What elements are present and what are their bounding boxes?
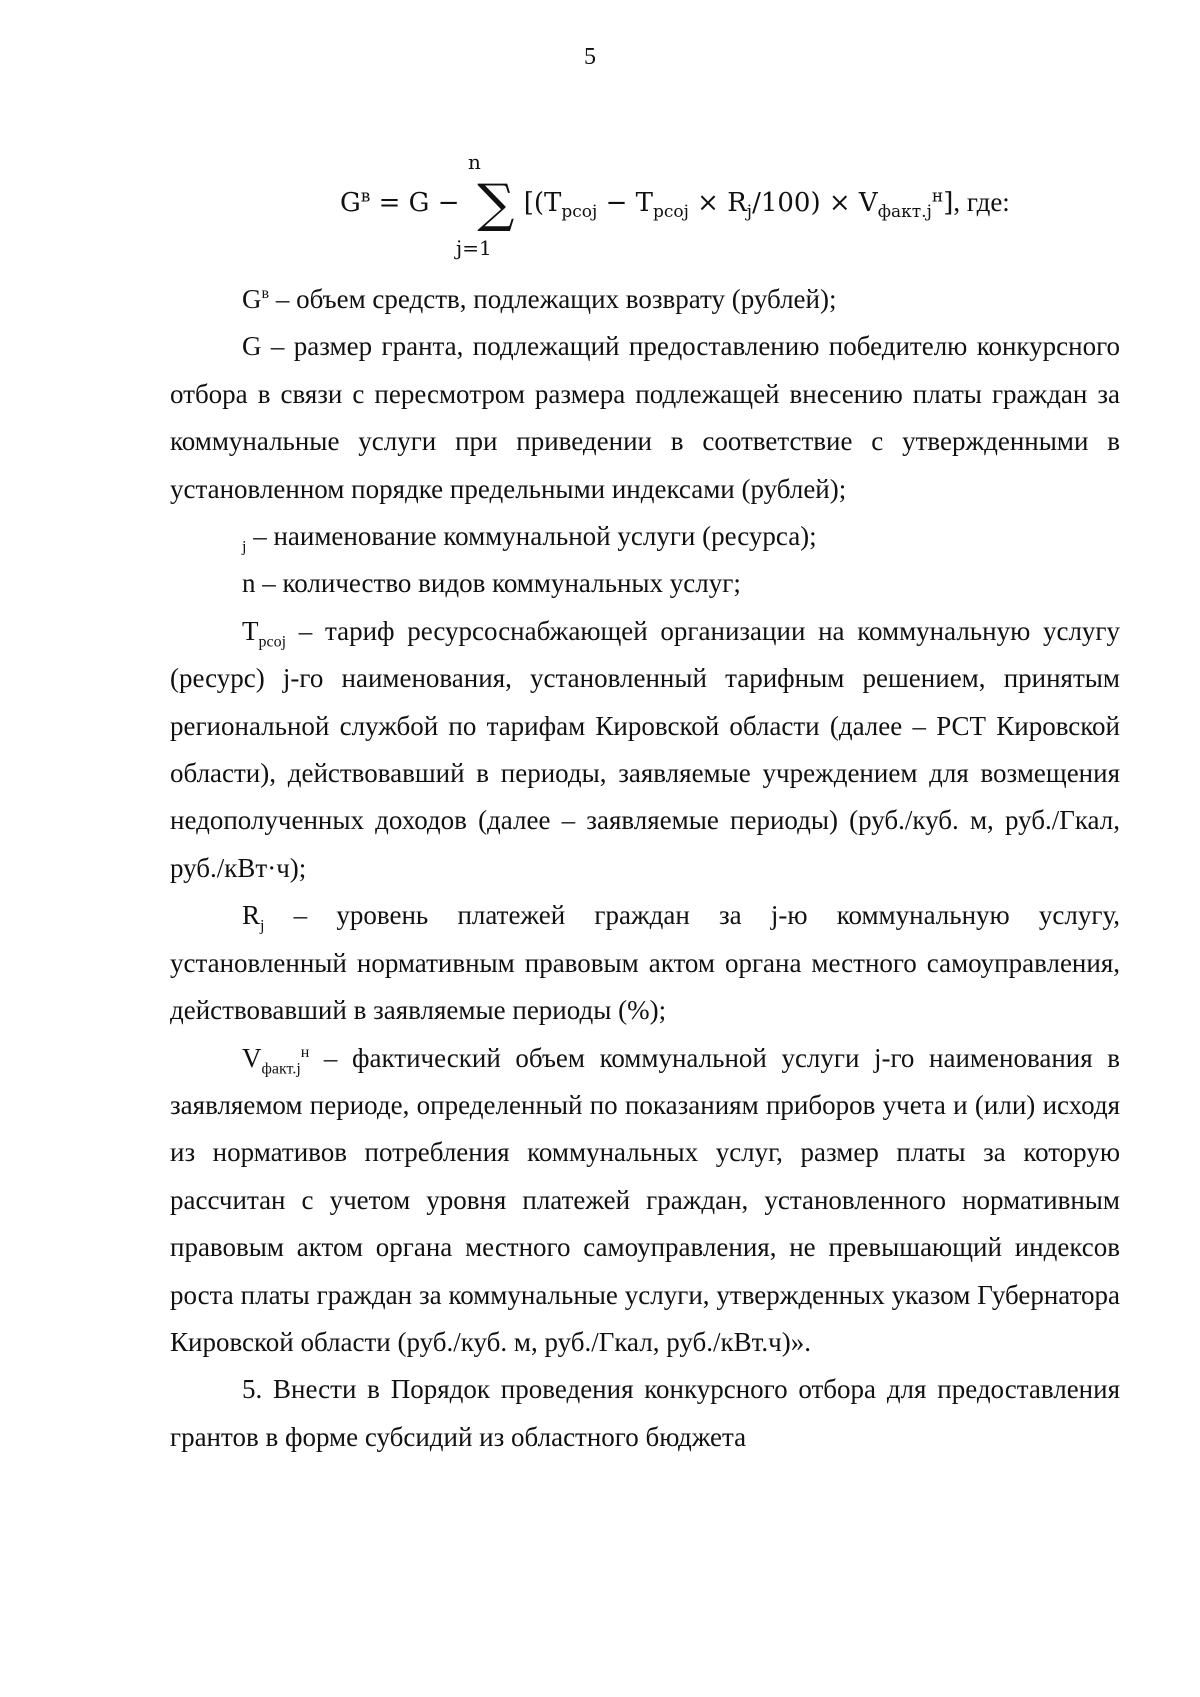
paragraph-r-text: – уровень платежей граждан за j-ю коммунальную услугу, установленный нормативным правовым актом органа местного самоуправления, действовавший в заявляемые периоды (%); <box>170 900 1120 1026</box>
paragraph-j-text: – наименование коммунальной услуги (ресурса); <box>246 521 817 552</box>
formula-div100: /100) × V <box>752 188 878 218</box>
formula-t2-sub: рсоj <box>652 202 689 223</box>
paragraph-j <box>170 513 1120 560</box>
symbol-g: G <box>242 284 262 314</box>
symbol-r-sub: j <box>260 917 265 935</box>
paragraph-t-text: – тариф ресурсоснабжающей организации на коммунальную услугу (ресурс) j-го наименования, установленный тарифным решением, принятым региональной службой по тарифам Кировской области (далее – РСТ Кировской области), действовавший в периоды, заявляемые учреждением для возмещения недополученных доходов (далее – заявляемые периоды) (руб./куб. м, руб./Гкал, руб./кВт·ч); <box>170 615 1120 883</box>
symbol-g-sup: в <box>261 285 270 302</box>
symbol-r: R <box>242 900 261 931</box>
formula-eq: = G − <box>370 188 468 218</box>
symbol-t: T <box>242 615 259 646</box>
symbol-t-sub: рсоj <box>258 633 287 651</box>
body-text <box>170 276 1120 1461</box>
formula-v-sub: факт.j <box>877 202 932 223</box>
symbol-v-sub: факт.j <box>261 1059 301 1077</box>
symbol-v-sup: н <box>300 1043 310 1061</box>
paragraph-g: G – размер гранта, подлежащий предоставлению победителю конкурсного отбора в связи с пересмотром размера подлежащей внесению платы граждан за коммунальные услуги при приведении в соответствие с утвержденными в установленном порядке предельными индексами (рублей); <box>170 331 1120 504</box>
formula-t1-sub: рсоj <box>561 202 598 223</box>
page-number: 5 <box>584 44 596 70</box>
paragraph-v-text: – фактический объем коммунальной услуги j-го наименования в заявляемом периоде, определенный по показаниям приборов учета и (или) исходя из нормативов потребления коммунальных услуг, размер платы за которую рассчитан с учетом уровня платежей граждан, установленного нормативным правовым актом органа местного самоуправления, не превышающий индексов роста платы граждан за коммунальные услуги, утвержденных указом Губернатора Кировской области (руб./куб. м, руб./Гкал, руб./кВт.ч)». <box>170 1042 1120 1357</box>
paragraph-item-5: 5. Внести в Порядок проведения конкурсного отбора для предоставления грантов в форме субсидий из областного бюджета <box>170 1374 1120 1452</box>
formula-v-sup: н <box>931 186 944 207</box>
paragraph-gv-text: – объем средств, подлежащих возврату (рублей); <box>269 284 837 314</box>
paragraph-gv <box>170 276 1120 323</box>
paragraph-n: n – количество видов коммунальных услуг; <box>242 568 741 599</box>
sum-lower-limit: j=1 <box>456 236 492 260</box>
formula-open: [(T <box>523 188 562 218</box>
formula <box>340 150 1040 270</box>
paragraph-t <box>170 608 1120 892</box>
paragraph-r <box>170 892 1120 1034</box>
sum-symbol: ∑ <box>477 174 515 234</box>
symbol-j: j <box>242 538 247 556</box>
formula-r-sub: j <box>746 202 753 223</box>
formula-minus-t: − T <box>597 188 653 218</box>
formula-lhs: G <box>340 188 361 218</box>
formula-main <box>340 174 1010 234</box>
formula-where: , где: <box>953 187 1010 217</box>
paragraph-v <box>170 1035 1120 1367</box>
symbol-v: V <box>242 1042 262 1073</box>
sum-upper-limit: n <box>468 150 481 174</box>
formula-times-r: × R <box>688 188 747 218</box>
formula-lhs-sup: в <box>360 186 371 207</box>
formula-close: ] <box>943 188 954 218</box>
